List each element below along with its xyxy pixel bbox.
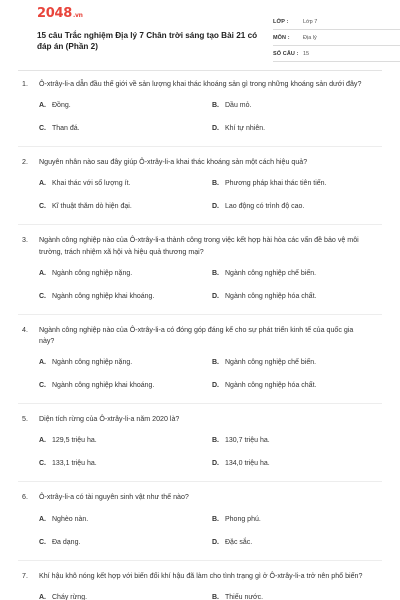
options: [18, 514, 382, 560]
option-text: Ngành công nghiệp nặng.: [52, 269, 133, 277]
option-text: 130,7 triệu ha.: [225, 437, 270, 445]
option-letter: A.: [39, 102, 46, 110]
question-text: [18, 571, 382, 582]
option-text: Phương pháp khai thác tiên tiến.: [225, 180, 327, 188]
option-letter: D.: [212, 460, 219, 468]
question-number: 2.: [22, 158, 28, 167]
question-text: [18, 492, 382, 503]
question-divider: [18, 224, 382, 225]
meta-info: [273, 15, 400, 63]
option-d[interactable]: [212, 537, 382, 548]
option-text: Lao động có trình độ cao.: [225, 203, 305, 211]
question-divider: [18, 314, 382, 315]
options: [18, 268, 382, 314]
option-text: Ngành công nghiệp khai khoáng.: [52, 292, 155, 300]
meta-value: 15: [303, 51, 310, 57]
option-b[interactable]: [212, 100, 382, 111]
header-divider: [18, 70, 382, 71]
option-b[interactable]: [212, 357, 382, 368]
question-number: 4.: [22, 325, 28, 334]
option-letter: C.: [39, 203, 46, 211]
question-text: [18, 79, 382, 90]
option-letter: D.: [212, 382, 219, 390]
option-a[interactable]: [39, 514, 212, 525]
question-text: [18, 157, 382, 168]
option-b[interactable]: [212, 514, 382, 525]
option-a[interactable]: [39, 178, 212, 189]
option-b[interactable]: [212, 178, 382, 189]
site-logo[interactable]: [37, 6, 83, 21]
question-text: [18, 414, 382, 425]
meta-value: Địa lý: [303, 35, 317, 41]
option-c[interactable]: [39, 537, 212, 548]
option-b[interactable]: [212, 435, 382, 446]
question-body: Nguyên nhân nào sau đây giúp Ô-xtrây-li-a khai thác khoáng sản một cách hiệu quả?: [39, 158, 308, 167]
option-text: Ngành công nghiệp hóa chất.: [225, 382, 317, 390]
option-text: Đa dạng.: [52, 538, 81, 546]
option-d[interactable]: [212, 380, 382, 391]
option-c[interactable]: [39, 201, 212, 212]
option-text: Ngành công nghiệp hóa chất.: [225, 292, 317, 300]
question-divider: [18, 481, 382, 482]
option-text: Than đá.: [52, 125, 80, 133]
question-5: [18, 414, 382, 482]
question-3: [18, 235, 382, 314]
option-text: Đặc sắc.: [225, 538, 253, 546]
option-text: Thiếu nước.: [225, 593, 264, 600]
option-text: Ngành công nghiệp chế biến.: [225, 359, 317, 367]
option-d[interactable]: [212, 123, 382, 134]
option-letter: A.: [39, 437, 46, 445]
option-a[interactable]: [39, 100, 212, 111]
question-1: [18, 79, 382, 147]
option-text: Kĩ thuật thăm dò hiện đại.: [52, 203, 132, 211]
option-a[interactable]: [39, 357, 212, 368]
option-letter: A.: [39, 180, 46, 188]
option-b[interactable]: [212, 268, 382, 279]
option-text: Khí tự nhiên.: [225, 125, 266, 133]
option-letter: B.: [212, 269, 219, 277]
option-letter: D.: [212, 125, 219, 133]
question-body: Khí hậu khô nóng kết hợp với biến đổi khí hậu đã làm cho tình trạng gì ở Ô-xtrây-li-a trở nên phổ biến?: [39, 571, 363, 580]
option-letter: B.: [212, 359, 219, 367]
question-list: [18, 79, 382, 600]
option-text: Khai thác với số lượng ít.: [52, 180, 131, 188]
question-number: 5.: [22, 415, 28, 424]
question-number: 3.: [22, 236, 28, 245]
option-text: Nghèo nàn.: [52, 515, 89, 523]
option-d[interactable]: [212, 201, 382, 212]
option-text: Đồng.: [52, 102, 71, 110]
option-text: 133,1 triệu ha.: [52, 460, 97, 468]
option-d[interactable]: [212, 291, 382, 302]
meta-row-count: [273, 47, 400, 62]
question-body: Diện tích rừng của Ô-xtrây-li-a năm 2020 là?: [39, 415, 180, 424]
question-body: Ô-xtrây-li-a dẫn đầu thế giới về sản lượng khai thác khoáng sản gì trong những khoáng sản dưới đây?: [39, 80, 362, 88]
question-divider: [18, 146, 382, 147]
meta-label: MÔN :: [273, 35, 290, 41]
option-letter: C.: [39, 292, 46, 300]
option-letter: D.: [212, 292, 219, 300]
logo-text: 2048: [37, 6, 72, 21]
option-c[interactable]: [39, 380, 212, 391]
option-letter: C.: [39, 460, 46, 468]
header: [18, 0, 382, 64]
option-a[interactable]: [39, 435, 212, 446]
option-letter: C.: [39, 125, 46, 133]
option-letter: A.: [39, 359, 46, 367]
options: [18, 178, 382, 224]
option-d[interactable]: [212, 458, 382, 469]
question-number: 7.: [22, 571, 28, 580]
option-text: Ngành công nghiệp chế biến.: [225, 269, 317, 277]
option-c[interactable]: [39, 458, 212, 469]
option-letter: B.: [212, 102, 219, 110]
option-letter: B.: [212, 180, 219, 188]
question-4: [18, 325, 382, 404]
option-a[interactable]: [39, 268, 212, 279]
option-letter: A.: [39, 269, 46, 277]
option-c[interactable]: [39, 291, 212, 302]
option-b[interactable]: [212, 592, 382, 600]
meta-row-class: [273, 15, 400, 30]
meta-label: SỐ CÂU :: [273, 51, 299, 57]
option-letter: C.: [39, 538, 46, 546]
question-body: Ngành công nghiệp nào của Ô-xtrây-li-a có đóng góp đáng kể cho sự phát triển kinh tế của quốc gia này?: [39, 325, 354, 346]
meta-label: LỚP :: [273, 19, 289, 25]
question-7: [18, 571, 382, 600]
question-number: 6.: [22, 493, 28, 502]
options: [18, 592, 382, 600]
option-text: Ngành công nghiệp khai khoáng.: [52, 382, 155, 390]
option-text: Dầu mỏ.: [225, 102, 252, 110]
question-6: [18, 492, 382, 560]
question-body: Ngành công nghiệp nào của Ô-xtrây-li-a thành công trong việc kết hợp hài hòa các vấn đề bảo vệ môi trường, trách nhiệm xã hội và hiệu quả thương mại?: [39, 236, 359, 256]
question-divider: [18, 403, 382, 404]
option-letter: A.: [39, 593, 46, 600]
question-text: [18, 235, 382, 257]
option-text: Ngành công nghiệp nặng.: [52, 359, 133, 367]
question-text: [18, 325, 382, 347]
option-letter: B.: [212, 593, 219, 600]
option-text: Phong phú.: [225, 515, 261, 523]
page-title: 15 câu Trắc nghiệm Địa lý 7 Chân trời sáng tạo Bài 21 có đáp án (Phần 2): [37, 31, 258, 51]
option-letter: C.: [39, 382, 46, 390]
question-divider: [18, 560, 382, 561]
option-letter: B.: [212, 515, 219, 523]
meta-value: Lớp 7: [303, 19, 318, 25]
option-text: Cháy rừng.: [52, 593, 88, 600]
question-number: 1.: [22, 80, 28, 88]
option-letter: A.: [39, 515, 46, 523]
options: [18, 100, 382, 146]
options: [18, 357, 382, 403]
option-text: 134,0 triệu ha.: [225, 460, 270, 468]
option-c[interactable]: [39, 123, 212, 134]
meta-row-subject: [273, 31, 400, 46]
question-2: [18, 157, 382, 225]
logo-suffix: .vn: [72, 12, 83, 19]
option-text: 129,5 triệu ha.: [52, 437, 97, 445]
question-body: Ô-xtrây-li-a có tài nguyên sinh vật như thế nào?: [39, 493, 189, 502]
option-letter: D.: [212, 203, 219, 211]
option-letter: B.: [212, 437, 219, 445]
option-a[interactable]: [39, 592, 212, 600]
options: [18, 435, 382, 481]
option-letter: D.: [212, 538, 219, 546]
